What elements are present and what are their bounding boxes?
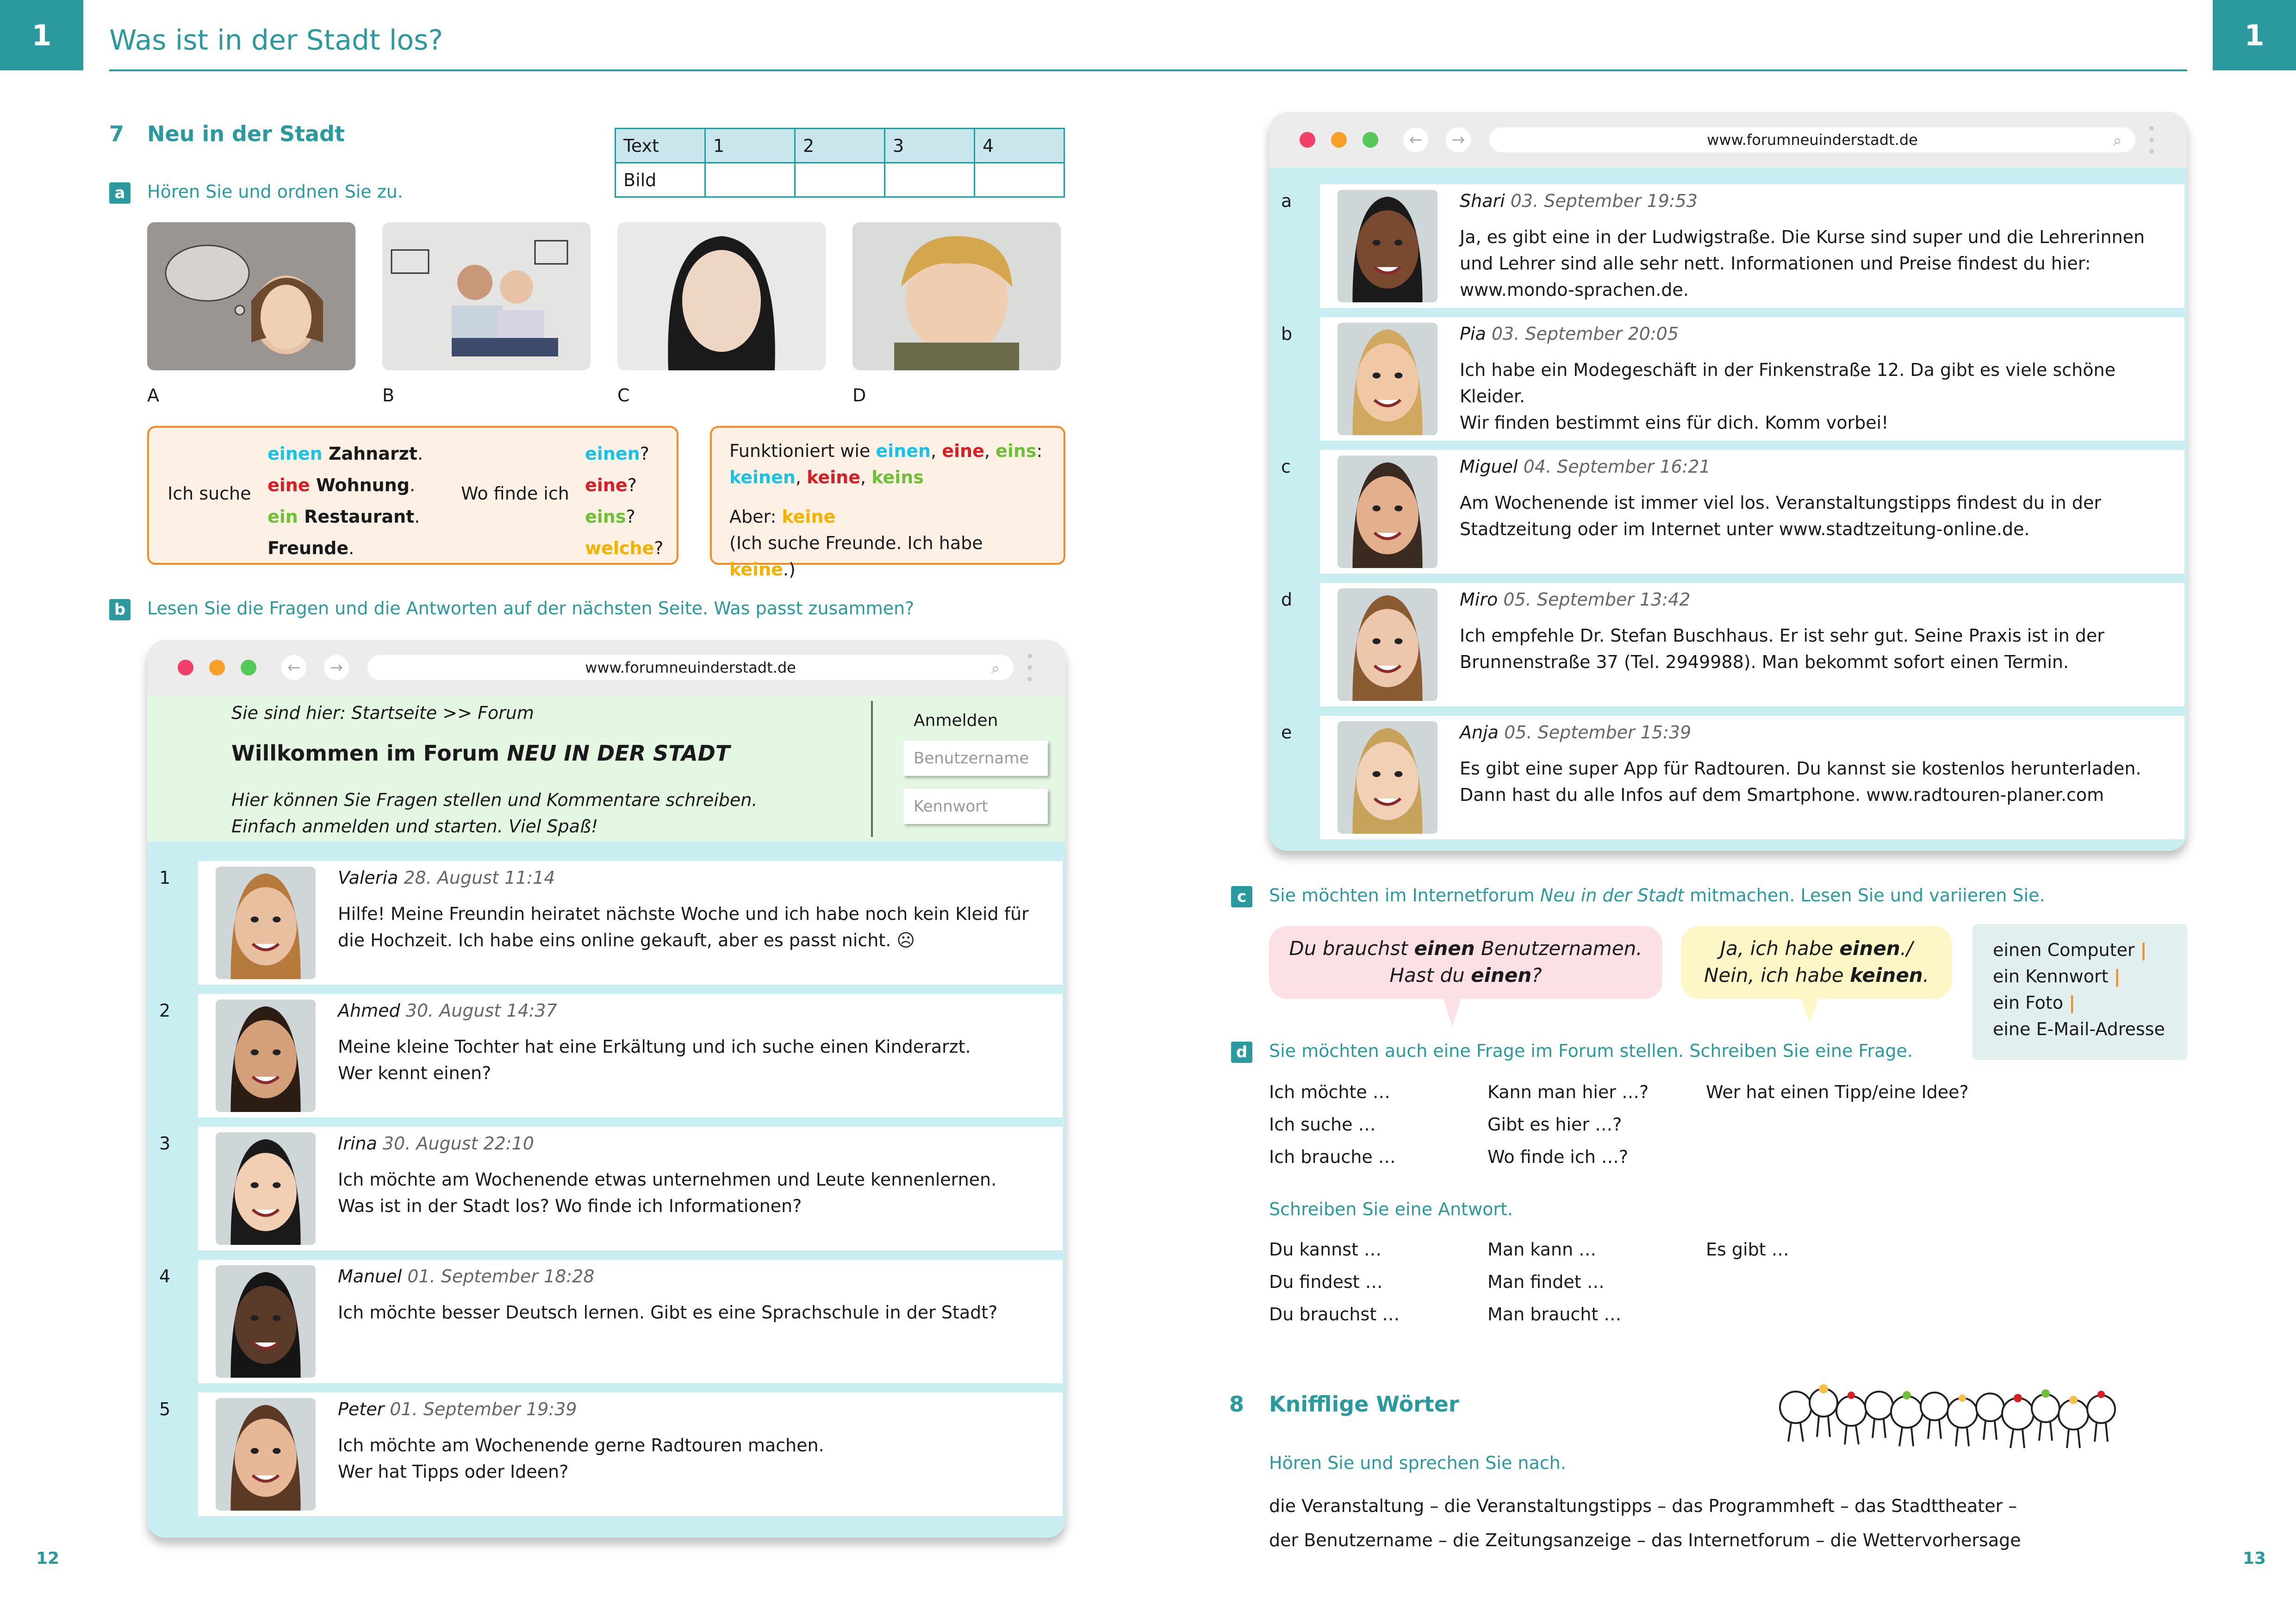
forum-post[interactable] [1320,583,2184,706]
instruction-d-answer: Schreiben Sie eine Antwort. [1269,1199,1513,1219]
back-arrow-icon[interactable]: ← [1403,127,1428,152]
exercise-letter-b: b [109,599,131,620]
table-cell: 4 [975,129,1064,163]
grammar-text: Funktioniert wie [729,441,876,461]
post-date: 04. September 16:21 [1523,456,1711,477]
avatar [216,1265,316,1378]
grammar-box-negation: Funktioniert wie einen, eine, eins: keinen, keine, keins Aber: keine (Ich suche Freunde. Ich habe keine.) [710,426,1065,565]
post-label: 1 [159,868,171,888]
table-cell: Bild [616,163,705,197]
word-line: die Veranstaltung – die Veranstaltungstipps – das Programmheft – das Stadttheater – [1269,1496,2017,1516]
table-cell-empty[interactable] [975,163,1064,197]
phrase-column [1706,1233,1789,1266]
separator: | [2140,940,2147,960]
forum-post[interactable] [198,994,1063,1118]
kw-keins: keins [871,467,924,487]
article-ein: ein [268,506,298,527]
pronoun-welche: welche [585,538,654,558]
section-number: 8 [1229,1392,1244,1417]
author-name: Anja [1460,722,1499,743]
phrase: Du findest … [1269,1272,1383,1292]
avatar [1338,323,1437,435]
exercise-letter-a: a [109,182,131,204]
post-line: Hilfe! Meine Freundin heiratet nächste Woche und ich habe noch kein Kleid für [338,904,1029,924]
post-author [338,1399,577,1419]
chapter-number: 1 [2244,18,2265,52]
table-cell: Text [616,129,705,163]
separator: | [2114,966,2121,987]
chapter-number: 1 [31,18,52,52]
instruction-c [1269,885,2045,906]
photo-label: B [382,385,395,406]
phrase: Es gibt … [1706,1239,1789,1260]
bubble-keyword: einen [1839,937,1900,960]
photo-c [617,222,826,370]
pronoun-einen: einen [585,443,640,464]
search-icon[interactable]: ⌕ [991,659,1000,677]
pronoun-eine: eine [585,475,628,495]
instruction-d: Sie möchten auch eine Frage im Forum stellen. Schreiben Sie eine Frage. [1269,1041,1913,1061]
post-label: 3 [159,1133,171,1154]
post-label: 2 [159,1000,171,1021]
phrase: Man findet … [1487,1272,1605,1292]
kw-keinen: keinen [729,467,796,487]
photo-label: A [147,385,159,406]
post-date: 28. August 11:14 [404,868,555,888]
word-lines [1269,1489,2021,1557]
welcome-text: Willkommen im Forum [231,741,507,766]
grammar-noun: Zahnarzt [322,443,417,464]
answer-table [615,128,1065,198]
post-line: Wer hat Tipps oder Ideen? [338,1462,569,1482]
phrase-column [1269,1076,1396,1173]
photo-label: D [852,385,866,406]
instruction-a: Hören Sie und ordnen Sie zu. [147,181,403,202]
avatar [1338,721,1437,834]
post-line: Ja, es gibt eine in der Ludwigstraße. Die Kurse sind super und die Lehrerinnen [1460,227,2145,247]
photo-b [382,222,591,370]
back-arrow-icon[interactable]: ← [281,655,306,680]
author-name: Miguel [1460,456,1518,477]
page-number-right: 13 [2243,1549,2266,1568]
post-date: 01. September 18:28 [407,1266,595,1287]
phrase: Ich brauche … [1269,1147,1396,1167]
phrase-column [1269,1233,1400,1330]
phrase: Ich möchte … [1269,1082,1390,1102]
post-text [1460,224,2145,303]
grammar-punct: . [409,475,416,495]
grammar-text: Aber: [729,506,782,527]
post-line: Ich möchte besser Deutsch lernen. Gibt es eine Sprachschule in der Stadt? [338,1302,998,1323]
grammar-text: .) [783,559,796,580]
post-line: Stadtzeitung oder im Internet unter www.stadtzeitung-online.de. [1460,519,2030,539]
maximize-dot[interactable] [1363,132,1378,148]
url-text: www.forumneuinderstadt.de [1707,131,1918,149]
forum-post[interactable] [1320,716,2184,839]
grammar-noun: Wohnung [310,475,410,495]
post-line: Wir finden bestimmt eins für dich. Komm vorbei! [1460,412,1889,433]
post-line: Ich möchte am Wochenende gerne Radtouren machen. [338,1435,824,1455]
login-label[interactable]: Anmelden [914,711,998,730]
post-date: 30. August 14:37 [405,1000,557,1021]
url-text: www.forumneuinderstadt.de [585,659,796,676]
section-title: Knifflige Wörter [1269,1392,1459,1417]
phrase: Wo finde ich …? [1487,1147,1629,1167]
article-eine: eine [268,475,310,495]
grammar-ich-suche: Ich suche [168,483,251,504]
phrase: Du kannst … [1269,1239,1381,1260]
post-date: 05. September 13:42 [1503,589,1691,610]
post-line: Dann hast du alle Infos auf dem Smartphone. www.radtouren-planer.com [1460,785,2104,805]
phrase: Man kann … [1487,1239,1597,1260]
bubble-keyword: einen [1471,964,1532,987]
post-label: e [1281,722,1292,743]
maximize-dot[interactable] [241,660,256,675]
section-title: Neu in der Stadt [147,121,345,146]
variation-item: ein Kennwort [1993,966,2109,987]
post-line: und Lehrer sind alle sehr nett. Informationen und Preise findest du hier: [1460,253,2091,274]
section-number: 7 [109,121,124,146]
post-date: 05. September 15:39 [1504,722,1692,743]
close-dot[interactable] [178,660,193,675]
bubble-text: Nein, ich habe [1704,964,1850,987]
table-cell-empty[interactable] [885,163,975,197]
post-date: 03. September 20:05 [1491,324,1679,344]
article-einen: einen [268,443,323,464]
variation-box [1972,924,2187,1060]
kw-eine: eine [942,441,984,461]
browser-toolbar [147,640,1065,695]
search-icon[interactable]: ⌕ [2113,131,2122,149]
menu-dots-icon[interactable] [2149,126,2154,154]
bubble-tail [1443,997,1462,1027]
post-author [338,1133,534,1154]
photo-d [852,222,1061,370]
minimize-dot[interactable] [1331,132,1347,148]
instr-text: Sie möchten im Internetforum [1269,885,1540,906]
grammar-text: (Ich suche Freunde. Ich habe [729,533,983,553]
forum-post[interactable] [198,1127,1063,1250]
avatar [216,867,316,979]
post-line: Was ist in der Stadt los? Wo finde ich Informationen? [338,1196,802,1216]
forum-desc-line: Einfach anmelden und starten. Viel Spaß! [231,816,598,837]
variation-item: eine E-Mail-Adresse [1993,1019,2165,1039]
post-line: die Hochzeit. Ich habe eins online gekauft, aber es passt nicht. ☹ [338,930,915,950]
post-text [338,901,1029,954]
forum-post[interactable] [198,1260,1063,1383]
post-text [338,1432,824,1485]
page-number-left: 12 [36,1549,60,1568]
photo-a [147,222,355,370]
word-line: der Benutzername – die Zeitungsanzeige – das Internetforum – die Wettervorhersage [1269,1530,2021,1550]
word-creatures-illustration [1773,1361,2143,1468]
post-date: 01. September 19:39 [390,1399,577,1419]
header-rule [109,69,2187,71]
post-date: 30. August 22:10 [382,1133,534,1154]
post-label: 5 [159,1399,171,1419]
forward-arrow-icon[interactable]: → [1446,127,1471,152]
grammar-wo-finde: Wo finde ich [461,483,569,504]
forum-post[interactable] [1320,450,2184,574]
post-author [1460,456,1711,477]
post-author [1460,191,1698,211]
bubble-text: Du brauchst [1289,937,1414,960]
kw-keine: keine [807,467,860,487]
kw-keine-plural: keine [782,506,836,527]
minimize-dot[interactable] [209,660,225,675]
bubble-tail [1800,997,1819,1023]
bubble-text: ./ [1900,937,1913,960]
post-line: Ich habe ein Modegeschäft in der Finkenstraße 12. Da gibt es viele schöne Kleider. [1460,360,2116,406]
grammar-punct: . [417,443,423,464]
exercise-letter-d: d [1231,1042,1252,1063]
url-bar[interactable] [1489,127,2135,152]
forum-post[interactable] [1320,317,2184,441]
post-author [338,1266,594,1287]
table-cell: 3 [885,129,975,163]
post-text [1460,623,2104,675]
phrase: Kann man hier …? [1487,1082,1649,1102]
phrase-column [1487,1233,1621,1330]
phrase-column [1706,1076,1969,1108]
post-line: Wer kennt einen? [338,1063,492,1083]
avatar [216,999,316,1112]
close-dot[interactable] [1300,132,1315,148]
bubble-keyword: keinen [1850,964,1923,987]
bubble-text: . [1923,964,1929,987]
post-author [338,868,555,888]
post-author [338,1000,557,1021]
instruction-8: Hören Sie und sprechen Sie nach. [1269,1453,1566,1473]
bubble-text: ? [1531,964,1542,987]
chapter-badge-right [2213,0,2296,70]
author-name: Irina [338,1133,377,1154]
instr-forum-name: Neu in der Stadt [1540,885,1685,906]
post-line: Am Wochenende ist immer viel los. Veranstaltungstipps findest du in der [1460,493,2101,513]
forum-post[interactable] [1320,184,2184,308]
phrase: Du brauchst … [1269,1304,1400,1324]
phrase: Gibt es hier …? [1487,1114,1622,1135]
post-label: b [1281,324,1293,344]
post-date: 03. September 19:53 [1510,191,1698,211]
post-line: Es gibt eine super App für Radtouren. Du kannst sie kostenlos herunterladen. [1460,758,2141,779]
bubble-text: Ja, ich habe [1720,937,1840,960]
post-text [338,1167,996,1219]
instruction-b: Lesen Sie die Fragen und die Antworten auf der nächsten Seite. Was passt zusammen? [147,598,915,618]
variation-item: einen Computer [1993,940,2135,960]
post-author [1460,324,1679,344]
grammar-questions: einen? eine? eins? welche? [585,443,664,558]
post-label: d [1281,589,1293,610]
post-text [1460,756,2141,808]
separator: | [2069,993,2075,1013]
password-field[interactable]: Kennwort [903,789,1048,824]
post-text [338,1034,971,1087]
post-author [1460,589,1690,610]
grammar-noun: Freunde [268,538,349,558]
avatar [1338,456,1437,568]
grammar-box-articles [147,426,678,565]
divider [871,701,873,837]
post-line: Ich empfehle Dr. Stefan Buschhaus. Er ist sehr gut. Seine Praxis ist in der [1460,625,2104,646]
author-name: Manuel [338,1266,402,1287]
post-author [1460,722,1691,743]
post-line: www.mondo-sprachen.de. [1460,280,1689,300]
table-cell: 1 [705,129,795,163]
post-text [338,1299,997,1326]
post-line: Meine kleine Tochter hat eine Erkältung und ich suche einen Kinderarzt. [338,1037,971,1057]
author-name: Miro [1460,589,1498,610]
url-bar[interactable] [367,655,1014,680]
chapter-badge-left [0,0,83,70]
post-label: 4 [159,1266,171,1287]
avatar [216,1398,316,1511]
bubble-text: Hast du [1389,964,1471,987]
kw-keine-plural: keine [729,559,783,580]
post-label: c [1281,456,1291,477]
forward-arrow-icon[interactable]: → [324,655,349,680]
author-name: Shari [1460,191,1505,211]
forum-header [147,695,1065,842]
phrase: Wer hat einen Tipp/eine Idee? [1706,1082,1969,1102]
phrase: Ich suche … [1269,1114,1376,1135]
avatar [1338,588,1437,701]
table-cell-empty[interactable] [705,163,795,197]
post-text [1460,490,2101,543]
forum-post[interactable] [198,1393,1063,1516]
forum-post[interactable] [198,861,1063,985]
pronoun-eins: eins [585,506,626,527]
bubble-text: Benutzernamen. [1475,937,1643,960]
table-cell-empty[interactable] [795,163,885,197]
table-cell: 2 [795,129,885,163]
page-title: Was ist in der Stadt los? [109,24,443,56]
photo-label: C [617,385,630,406]
author-name: Valeria [338,868,398,888]
speech-bubble-answer [1681,926,1952,999]
bubble-keyword: einen [1414,937,1475,960]
browser-toolbar [1269,112,2187,168]
variation-item: ein Foto [1993,993,2063,1013]
post-label: a [1281,191,1292,211]
forum-description [231,787,757,840]
kw-einen: einen [876,441,931,461]
forum-desc-line: Hier können Sie Fragen stellen und Kommentare schreiben. [231,790,758,810]
exercise-letter-c: c [1231,886,1252,907]
speech-bubble-question [1269,926,1662,999]
menu-dots-icon[interactable] [1027,654,1032,681]
post-line: Ich möchte am Wochenende etwas unternehmen und Leute kennenlernen. [338,1169,997,1190]
post-line: Brunnenstraße 37 (Tel. 2949988). Man bekommt sofort einen Termin. [1460,652,2069,672]
phrase: Man braucht … [1487,1304,1622,1324]
kw-eins: eins [996,441,1037,461]
author-name: Peter [338,1399,385,1419]
author-name: Ahmed [338,1000,400,1021]
grammar-noun: Restaurant [298,506,415,527]
welcome-forum-name: NEU IN DER STADT [507,741,730,766]
instr-text: mitmachen. Lesen Sie und variieren Sie. [1684,885,2045,906]
grammar-punct: . [348,538,355,558]
avatar [1338,190,1437,302]
phrase-column [1487,1076,1649,1173]
avatar [216,1132,316,1245]
breadcrumb: Sie sind hier: Startseite >> Forum [231,703,534,723]
grammar-punct: . [414,506,420,527]
username-field[interactable]: Benutzername [903,741,1048,776]
author-name: Pia [1460,324,1486,344]
grammar-items [268,438,423,564]
forum-welcome [231,741,730,766]
post-text [1460,357,2184,436]
